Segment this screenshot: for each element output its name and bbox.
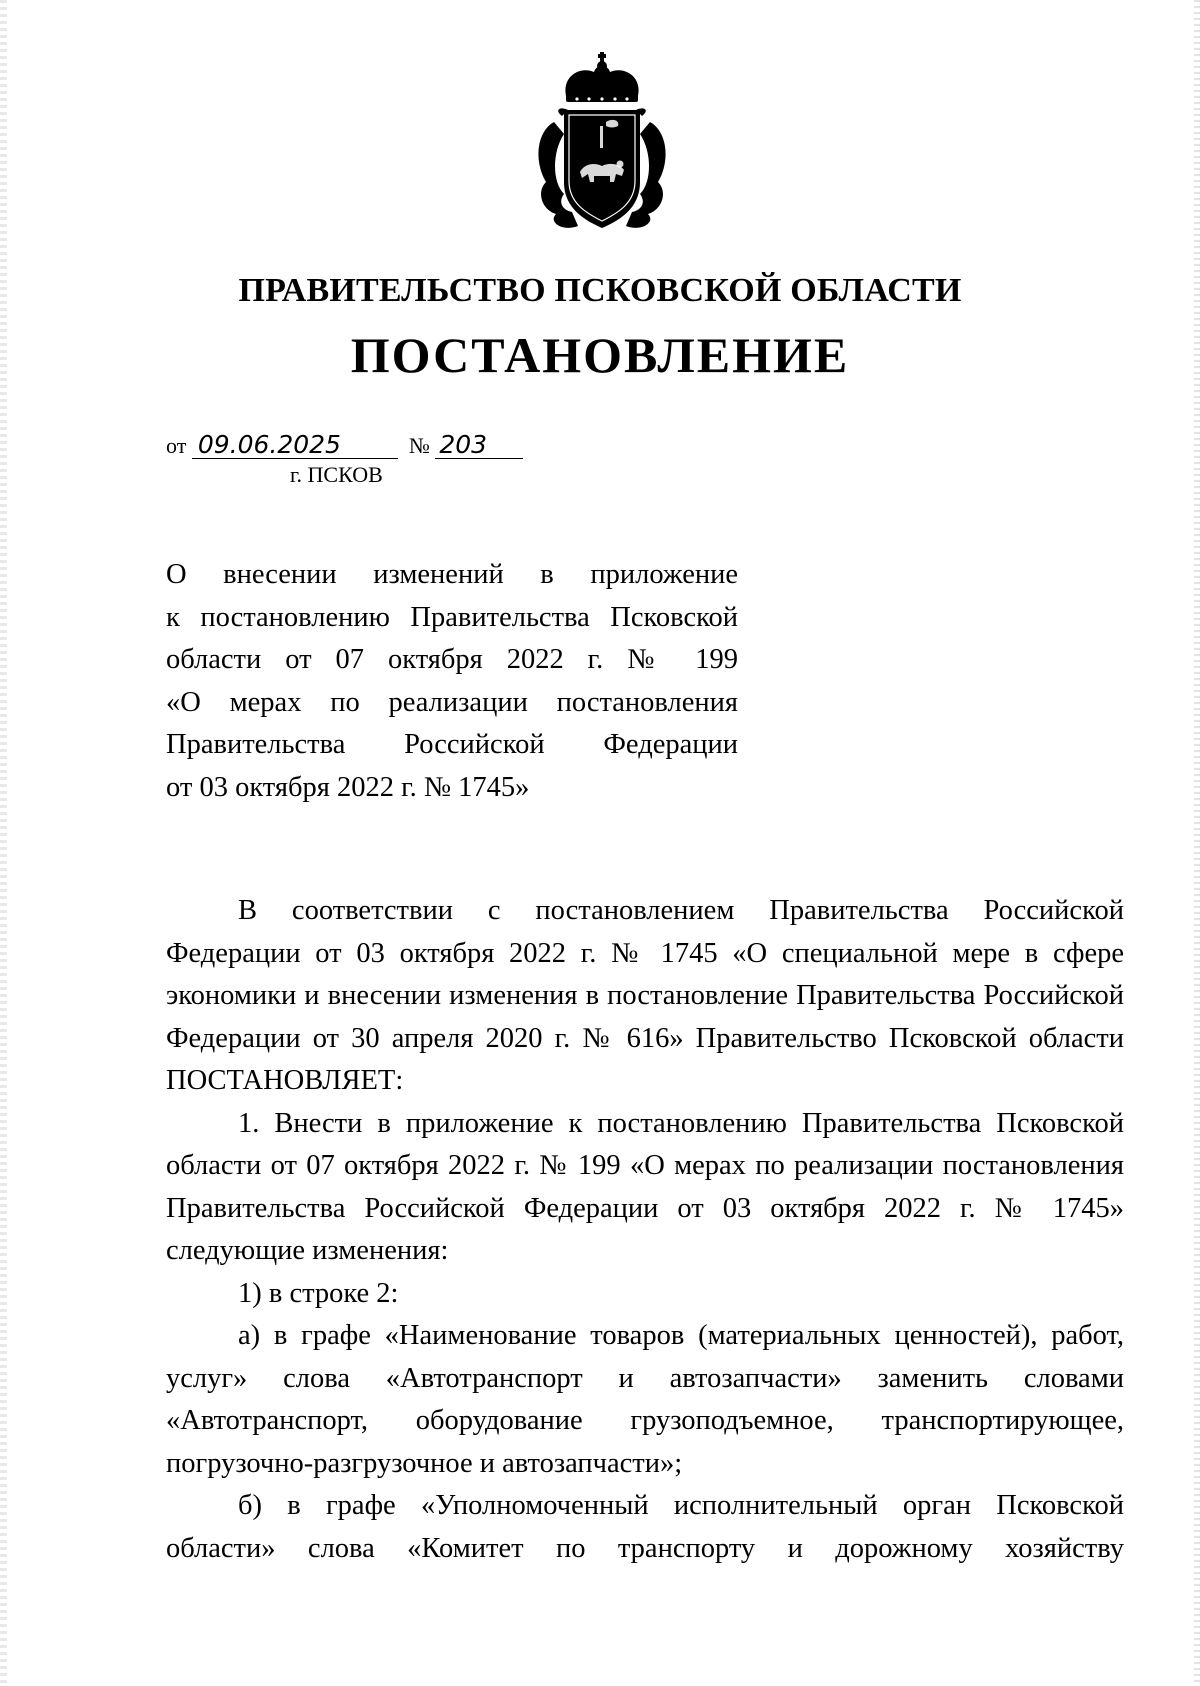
- document-number: 203: [435, 432, 523, 459]
- document-body: [166, 890, 1124, 1570]
- date-prefix: от: [166, 433, 187, 458]
- title-line: области от 07 октября 2022 г. № 199: [166, 644, 738, 675]
- scan-edge-left: [0, 0, 7, 1686]
- document-title: [166, 554, 738, 809]
- document-date: 09.06.2025: [192, 432, 398, 459]
- date-number-line: [166, 432, 523, 459]
- number-prefix: №: [408, 433, 430, 458]
- government-name: ПРАВИТЕЛЬСТВО ПСКОВСКОЙ ОБЛАСТИ: [238, 272, 962, 309]
- item-1-paragraph: 1. Внести в приложение к постановлению Правительства Псковской области от 07 октября 2022 г. № 199 «О мерах по реализации постановления Правительства Российской Федерации от 03 октября 2022 г. № 1745» следующие изменения:: [166, 1107, 1124, 1266]
- title-line: от 03 октября 2022 г. № 1745»: [166, 771, 530, 803]
- pskov-coat-of-arms-icon: [532, 52, 672, 237]
- document-type: ПОСТАНОВЛЕНИЕ: [350, 327, 850, 383]
- title-line: «О мерах по реализации постановления: [166, 686, 738, 718]
- title-line: О внесении изменений в приложение: [166, 559, 738, 590]
- title-line: к постановлению Правительства Псковской: [166, 601, 738, 633]
- city: г. ПСКОВ: [290, 462, 383, 487]
- item-1-1-b-paragraph: б) в графе «Уполномоченный исполнительный орган Псковской области» слова «Комитет по транспорту и дорожному хозяйству: [166, 1490, 1124, 1564]
- item-1-1-a-paragraph: а) в графе «Наименование товаров (материальных ценностей), работ, услуг» слова «Автотранспорт и автозапчасти» заменить словами «Автотранспорт, оборудование грузоподъемное, транспортирующее, погрузочно-разгрузочное и автозапчасти»;: [166, 1320, 1124, 1479]
- preamble-paragraph: В соответствии с постановлением Правительства Российской Федерации от 03 октября 2022 г. № 1745 «О специальной мере в сфере экономики и внесении изменения в постановление Правительства Российской Федерации от 30 апреля 2020 г. № 616» Правительство Псковской области ПОСТАНОВЛЯЕТ:: [166, 895, 1124, 1096]
- title-line: Правительства Российской Федерации: [166, 729, 738, 760]
- scan-edge-right: [1194, 0, 1200, 1686]
- item-1-1-paragraph: 1) в строке 2:: [238, 1277, 399, 1309]
